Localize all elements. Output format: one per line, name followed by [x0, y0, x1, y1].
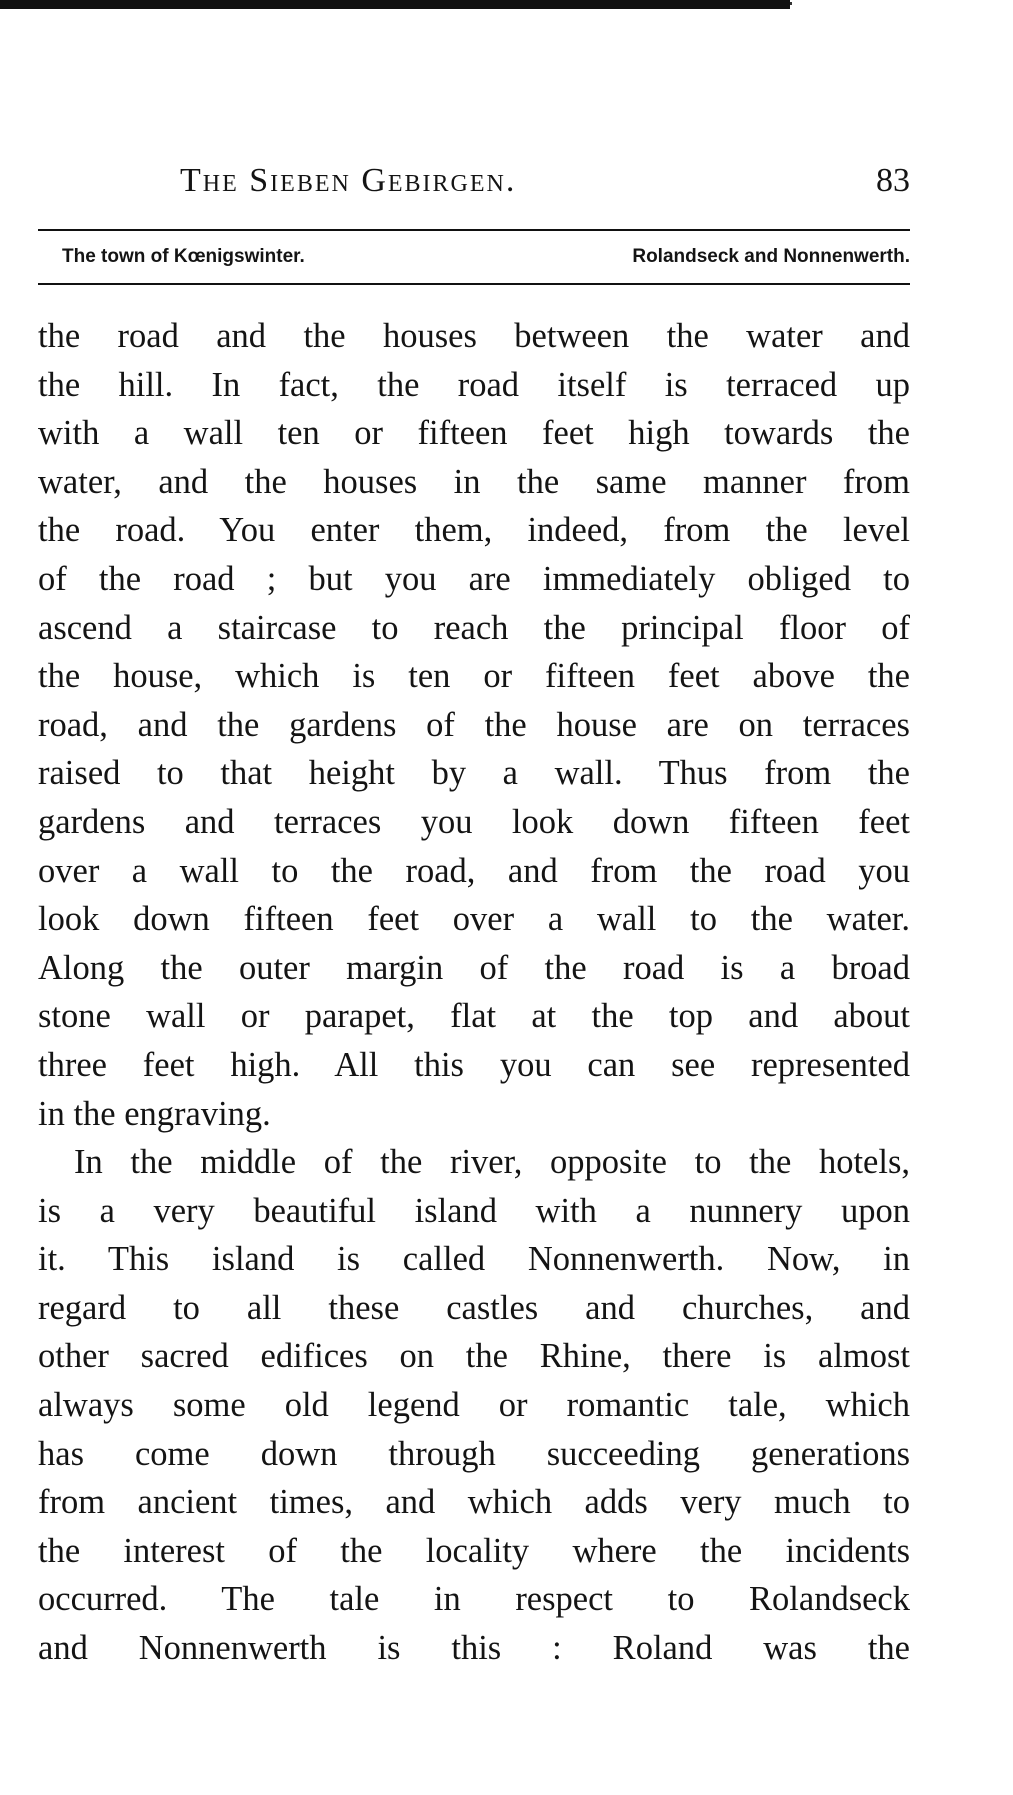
text-line: it. This island is called Nonnenwerth. Now, in: [38, 1240, 910, 1279]
text-line: Along the outer margin of the road is a broad: [38, 948, 910, 987]
text-line: water, and the houses in the same manner from: [38, 462, 910, 501]
text-line: the house, which is ten or fifteen feet above the: [38, 657, 910, 696]
text-line: with a wall ten or fifteen feet high towards the: [38, 414, 910, 453]
text-line: in the engraving.: [38, 1094, 271, 1133]
text-line: stone wall or parapet, flat at the top and about: [38, 997, 910, 1036]
running-title: The Sieben Gebirgen.: [180, 162, 517, 199]
text-line: the interest of the locality where the incidents: [38, 1531, 910, 1570]
text-line: look down fifteen feet over a wall to the water.: [38, 900, 910, 939]
text-line: the road. You enter them, indeed, from the level: [38, 511, 910, 550]
section-subheader: [38, 242, 910, 274]
text-line: the hill. In fact, the road itself is terraced up: [38, 365, 910, 404]
body-text: [38, 312, 910, 1673]
text-line: always some old legend or romantic tale, which: [38, 1386, 910, 1425]
text-line: regard to all these castles and churches, and: [38, 1288, 910, 1327]
text-line: ascend a staircase to reach the principal floor of: [38, 608, 910, 647]
header-rule-bottom: [38, 283, 910, 285]
scan-edge-bar: [0, 0, 790, 9]
text-line: is a very beautiful island with a nunnery upon: [38, 1191, 910, 1230]
text-line: other sacred edifices on the Rhine, there is almost: [38, 1337, 910, 1376]
text-line: road, and the gardens of the house are on terraces: [38, 705, 910, 744]
text-line: over a wall to the road, and from the road you: [38, 851, 910, 890]
page-header: [38, 162, 910, 212]
text-line: gardens and terraces you look down fifteen feet: [38, 802, 910, 841]
paragraph-1: [38, 312, 910, 1138]
text-line: In the middle of the river, opposite to the hotels,: [74, 1143, 910, 1182]
text-line: three feet high. All this you can see represented: [38, 1045, 910, 1084]
text-line: the road and the houses between the water and: [38, 317, 910, 355]
text-line: raised to that height by a wall. Thus from the: [38, 754, 910, 793]
page-number: 83: [876, 162, 910, 199]
text-line: has come down through succeeding generations: [38, 1434, 910, 1473]
text-line: occurred. The tale in respect to Rolandseck: [38, 1580, 910, 1619]
header-rule-top: [38, 229, 910, 231]
subheader-right: Rolandseck and Nonnenwerth.: [632, 246, 910, 267]
text-line: from ancient times, and which adds very much to: [38, 1483, 910, 1522]
text-line: and Nonnenwerth is this : Roland was the: [38, 1629, 910, 1668]
subheader-left: The town of Kœnigswinter.: [62, 246, 305, 267]
text-line: of the road ; but you are immediately obliged to: [38, 559, 910, 598]
paragraph-2: [38, 1138, 910, 1673]
